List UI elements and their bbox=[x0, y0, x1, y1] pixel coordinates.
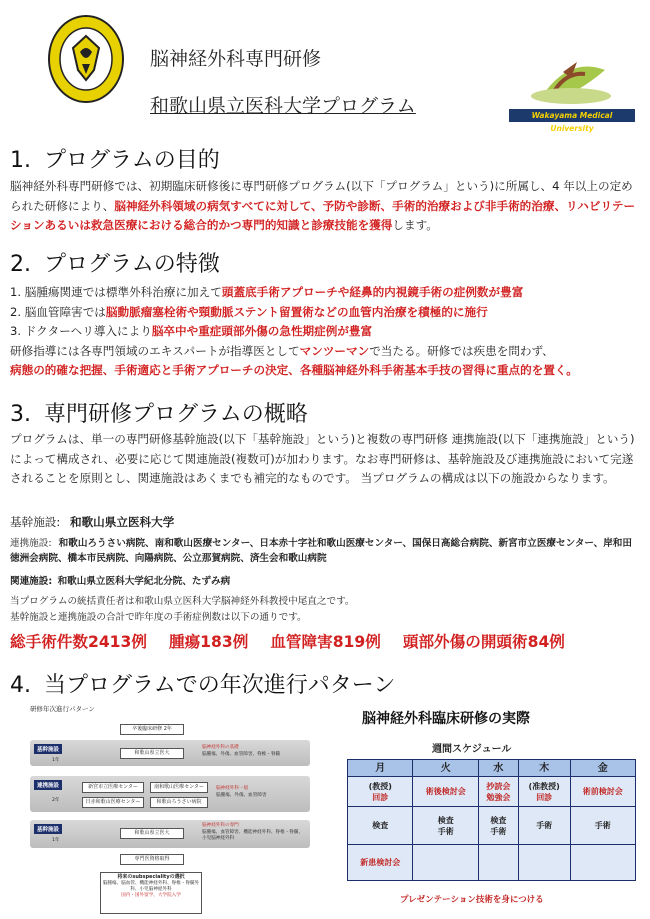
flow-red-1: 脳神経外科の基礎 bbox=[202, 745, 239, 750]
section-3-body: プログラムは、単一の専門研修基幹施設(以下「基幹施設」という)と複数の専門研修 連携施設(以下「連携施設」という)によって構成され、必要に応じて関連施設(複数可)が加わります。なお専門研修は、基幹施設及び連携施設において完遂されることを原則とし、関連施設はあくまでも補完的なものです。 当プログラムの構成は以下の施設からなります。 bbox=[10, 432, 635, 485]
schedule-row-3: 新患検討会 bbox=[348, 845, 636, 881]
flow-box-2b: 南和歌山医療センター bbox=[150, 782, 208, 793]
cooperating-facilities: 連携施設: 和歌山ろうさい病院、南和歌山医療センター、日本赤十字社和歌山医療センター、国保日高総合病院、新宮市立医療センター、岸和田徳洲会病院、橋本市民病院、向陽病院、公立那賀病院、済生会和歌山病院 bbox=[10, 538, 632, 564]
flow-top-box: 卒後臨床研修 2年 bbox=[120, 724, 184, 735]
director-note: 当プログラムの統括責任者は和歌山県立医科大学脳神経外科教授中尾直之です。 bbox=[10, 596, 355, 607]
university-logo bbox=[505, 52, 637, 133]
flow-year-3: 1年 bbox=[52, 838, 60, 843]
schedule-row-1: (教授) 回診 術後検討会 抄読会 勉強会 (准教授) 回診 術前検討会 bbox=[348, 777, 636, 807]
training-flowchart bbox=[30, 702, 330, 916]
flow-tag-3: 基幹施設 bbox=[34, 824, 62, 834]
case-statistics: 総手術件数2413例 腫瘍183例 血管障害819例 頭部外傷の開頭術84例 bbox=[10, 633, 565, 651]
schedule-row-2: 検査 検査 手術 検査 手術 手術 手術 bbox=[348, 807, 636, 845]
flow-txt-1: 脳腫瘍、外傷、血管障害、脊椎・脊髄 bbox=[202, 752, 281, 757]
schedule-header-row: 月 火 水 木 金 bbox=[348, 760, 636, 777]
flow-red-3: 脳神経外科の専門 bbox=[202, 823, 239, 828]
flow-txt-3: 脳腫瘍、血管障害、機能神経外科、脊椎・脊髄、小児脳神経外科 bbox=[202, 830, 304, 841]
flowchart-title: 研修年次進行パターン bbox=[30, 705, 95, 713]
flow-red-2: 脳神経外科一般 bbox=[216, 786, 249, 791]
flow-year-2: 2年 bbox=[52, 798, 60, 803]
university-name-bar: Wakayama Medical University bbox=[509, 109, 635, 122]
feature-2: 2. 脳血管障害では脳動脈瘤塞栓術や頸動脈ステント留置術などの血管内治療を積極的に施行 bbox=[10, 304, 488, 319]
flow-year-1: 1年 bbox=[52, 758, 60, 763]
header-title-1: 脳神経外科専門研修 bbox=[150, 48, 322, 70]
flow-txt-2: 脳腫瘍、外傷、血管障害 bbox=[216, 793, 267, 798]
flow-box-2c: 日赤和歌山医療センター bbox=[82, 797, 144, 808]
flow-box-2d: 和歌山ろうさい病院 bbox=[150, 797, 208, 808]
schedule-footer: プレゼンテーション技術を身につける bbox=[400, 895, 544, 905]
section-1-heading: 1. プログラムの目的 bbox=[10, 148, 220, 173]
feature-3: 3. ドクターヘリ導入により脳卒中や重症頭部外傷の急性期症例が豊富 bbox=[10, 324, 373, 338]
section-3-heading: 3. 専門研修プログラムの概略 bbox=[10, 402, 308, 427]
section-1-body: 脳神経外科専門研修では、初期臨床研修後に専門研修プログラム(以下「プログラム」という)に所属し、4 年以上の定められた研修により、脳神経外科領域の病気すべてに対して、予防や診断、手術的治療および非手術的治療、リハビリテーションあるいは救急医療における総合的かつ専門的知識と診療技能を獲得します。 bbox=[10, 179, 636, 232]
schedule-title: 脳神経外科臨床研修の実際 bbox=[362, 711, 530, 727]
flow-box-1: 和歌山県立医大 bbox=[120, 748, 184, 759]
feature-5: 病態の的確な把握、手術適応と手術アプローチの決定、各種脳神経外科手術基本手技の習得に重点的を置く。 bbox=[10, 363, 578, 377]
feature-4: 研修指導には各専門領域のエキスパートが指導医としてマンツーマンで当たる。研修では疾患を問わず、 bbox=[10, 343, 554, 358]
schedule-subtitle: 週間スケジュール bbox=[432, 744, 512, 755]
related-facilities: 関連施設: 和歌山県立医科大学紀北分院、たずみ病 bbox=[10, 576, 231, 587]
flow-tag-1: 基幹施設 bbox=[34, 744, 62, 754]
weekly-schedule-table bbox=[347, 759, 636, 881]
section-4-heading: 4. 当プログラムでの年次進行パターン bbox=[10, 673, 396, 698]
flow-box-5: 将来のsubspecialityの選択 脳腫瘍、脳血管、機能神経外科、脊椎・脊髄外科、小児脳神経外科 国内・国外留学、大学院入学 bbox=[100, 872, 202, 914]
header-title-2: 和歌山県立医科大学プログラム bbox=[150, 95, 416, 117]
department-emblem bbox=[47, 14, 125, 104]
flow-box-3: 和歌山県立医大 bbox=[120, 828, 184, 839]
case-note: 基幹施設と連携施設の合計で昨年度の手術症例数は以下の通りです。 bbox=[10, 612, 307, 623]
flow-tag-2: 連携施設 bbox=[34, 780, 62, 790]
section-2-heading: 2. プログラムの特徴 bbox=[10, 252, 220, 277]
flow-box-4: 専門医資格取得 bbox=[120, 854, 184, 865]
feature-1: 1. 脳腫瘍関連では標準外科治療に加えて頭蓋底手術アプローチや経鼻的内視鏡手術の症例数が豊富 bbox=[10, 285, 524, 299]
flow-box-2a: 新宮市立医療センター bbox=[82, 782, 144, 793]
section-2-body bbox=[10, 283, 638, 381]
core-facility: 基幹施設: 和歌山県立医科大学 bbox=[10, 515, 175, 529]
